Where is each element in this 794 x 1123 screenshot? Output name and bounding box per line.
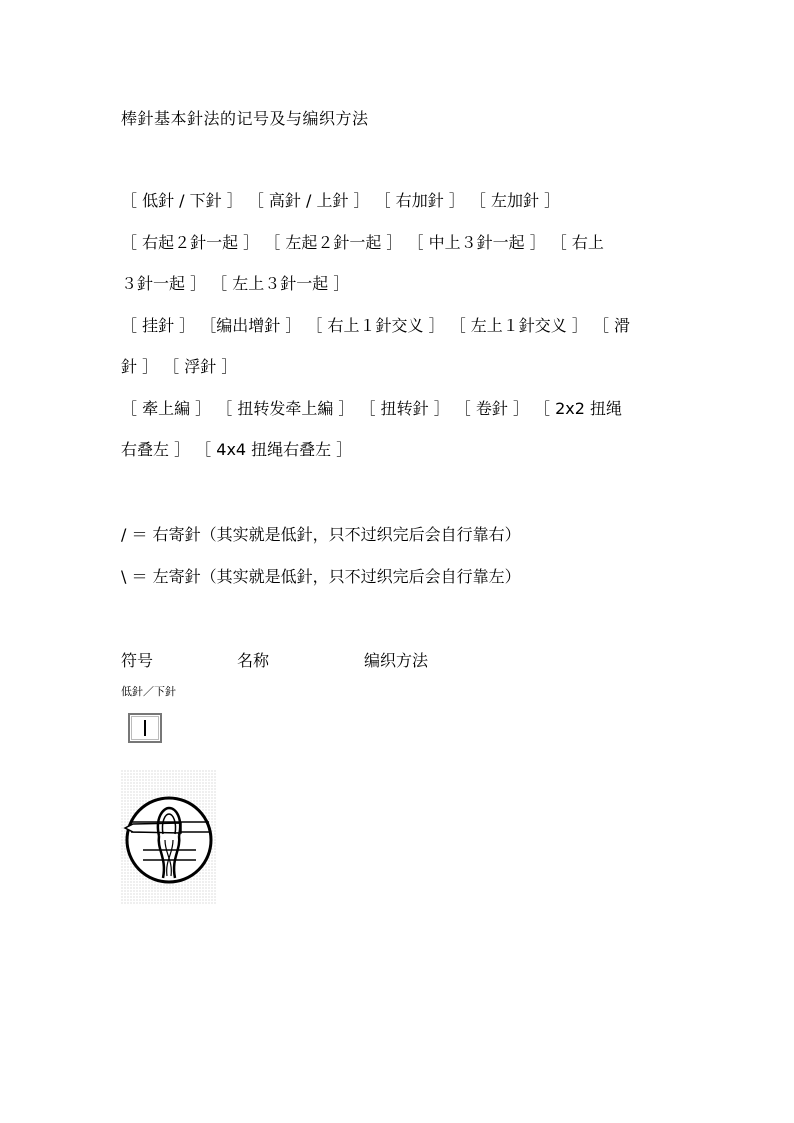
stitch-list [121, 180, 701, 471]
stitch-list-line: 針 ］ ［ 浮針 ］ [121, 357, 238, 376]
column-header-symbol: 符号 [121, 651, 154, 670]
note-right-lean: / ＝ 右寄針（其实就是低針，只不过织完后会自行靠右） [121, 525, 521, 544]
column-header-name: 名称 [237, 651, 270, 670]
stitch-list-line: ３針一起 ］ ［ 左上３針一起 ］ [121, 274, 350, 293]
stitch-list-line: ［ 牽上編 ］ ［ 扭转发牵上編 ］ ［ 扭转針 ］ ［ 卷針 ］ ［ 2x2 扭绳 [121, 398, 623, 418]
stitch-list-line: ［ 低針 / 下針 ］ ［ 高針 / 上針 ］ ［ 右加針 ］ ［ 左加針 ］ [121, 191, 561, 210]
stitch-list-line: ［ 右起２針一起 ］ ［ 左起２針一起 ］ ［ 中上３針一起 ］ ［ 右上 [121, 232, 604, 252]
entry-label: 低針／下針 [121, 685, 176, 698]
note-left-lean: \ ＝ 左寄針（其实就是低針，只不过织完后会自行靠左） [121, 567, 521, 586]
column-header-method: 编织方法 [364, 651, 429, 670]
page-title: 棒針基本針法的记号及与编织方法 [121, 109, 369, 128]
knit-stitch-diagram-icon [121, 770, 216, 904]
stitch-list-line: ［ 挂針 ］ ［编出增針 ］ ［ 右上１針交义 ］ ［ 左上１針交义 ］ ［ 滑 [121, 315, 631, 335]
stitch-list-line: 右叠左 ］ ［ 4x4 扭绳右叠左 ］ [121, 440, 353, 459]
vertical-bar-stitch-symbol-icon [128, 713, 162, 743]
